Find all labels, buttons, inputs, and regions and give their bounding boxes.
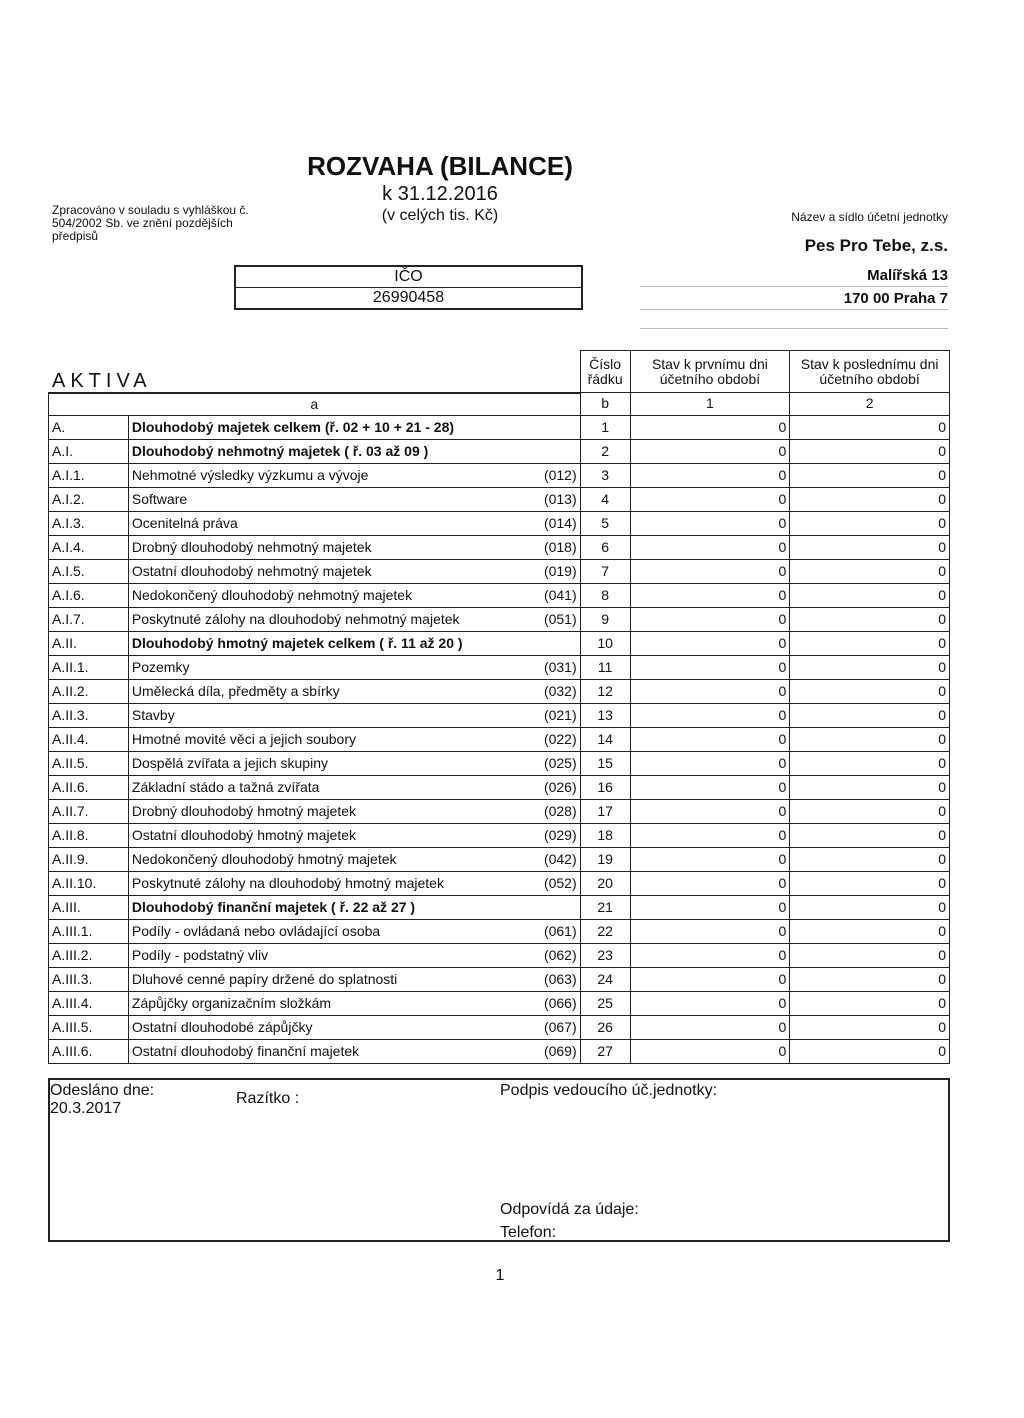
row-code: A.II.4. <box>49 727 129 751</box>
entity-blank-line <box>640 308 948 329</box>
page-title: ROZVAHA (BILANCE) <box>307 151 573 181</box>
row-first-day-value: 0 <box>630 511 790 535</box>
table-row <box>49 511 950 535</box>
row-description: Hmotné movité věci a jejich soubory <box>128 727 523 751</box>
row-number: 13 <box>580 703 630 727</box>
row-number: 3 <box>580 463 630 487</box>
sent-label: Odesláno dne: <box>50 1082 155 1099</box>
row-first-day-value: 0 <box>630 559 790 583</box>
table-row <box>49 583 950 607</box>
table-row <box>49 967 950 991</box>
row-description: Stavby <box>128 703 523 727</box>
row-code: A.III.4. <box>49 991 129 1015</box>
row-description: Pozemky <box>128 655 523 679</box>
row-description: Dlouhodobý nehmotný majetek ( ř. 03 až 09 ) <box>128 439 523 463</box>
row-last-day-value: 0 <box>790 511 950 535</box>
row-code: A.II. <box>49 631 129 655</box>
legal-note: Zpracováno v souladu s vyhláškou č. 504/2002 Sb. ve znění pozdějších předpisů <box>52 203 249 243</box>
table-row <box>49 703 950 727</box>
row-first-day-value: 0 <box>630 487 790 511</box>
row-code: A. <box>49 415 129 439</box>
row-last-day-value: 0 <box>790 727 950 751</box>
row-number: 1 <box>580 415 630 439</box>
row-number: 2 <box>580 439 630 463</box>
row-description: Poskytnuté zálohy na dlouhodobý nehmotný majetek <box>128 607 523 631</box>
row-code: A.I.2. <box>49 487 129 511</box>
row-number: 17 <box>580 799 630 823</box>
table-row <box>49 655 950 679</box>
responsible-label: Odpovídá za údaje: <box>500 1201 639 1218</box>
row-code: A.III.5. <box>49 1015 129 1039</box>
row-account: (041) <box>523 583 580 607</box>
row-first-day-value: 0 <box>630 871 790 895</box>
row-last-day-value: 0 <box>790 847 950 871</box>
table-row <box>49 535 950 559</box>
row-last-day-value: 0 <box>790 991 950 1015</box>
row-number: 23 <box>580 943 630 967</box>
table-row <box>49 847 950 871</box>
section-label: AKTIVA <box>52 370 152 392</box>
row-last-day-value: 0 <box>790 487 950 511</box>
row-first-day-value: 0 <box>630 991 790 1015</box>
table-row <box>49 943 950 967</box>
row-number: 12 <box>580 679 630 703</box>
row-code: A.II.3. <box>49 703 129 727</box>
row-last-day-value: 0 <box>790 583 950 607</box>
row-last-day-value: 0 <box>790 775 950 799</box>
row-last-day-value: 0 <box>790 943 950 967</box>
table-row <box>49 751 950 775</box>
row-last-day-value: 0 <box>790 751 950 775</box>
row-number: 20 <box>580 871 630 895</box>
row-account: (018) <box>523 535 580 559</box>
table-row <box>49 823 950 847</box>
ico-value: 26990458 <box>372 289 445 306</box>
row-first-day-value: 0 <box>630 439 790 463</box>
row-number: 27 <box>580 1039 630 1063</box>
table-row <box>49 463 950 487</box>
row-code: A.I.5. <box>49 559 129 583</box>
table-row <box>49 1039 950 1063</box>
row-account: (042) <box>523 847 580 871</box>
row-first-day-value: 0 <box>630 679 790 703</box>
row-last-day-value: 0 <box>790 1015 950 1039</box>
row-account: (069) <box>523 1039 580 1063</box>
row-number: 25 <box>580 991 630 1015</box>
row-number: 21 <box>580 895 630 919</box>
row-last-day-value: 0 <box>790 679 950 703</box>
row-last-day-value: 0 <box>790 631 950 655</box>
row-last-day-value: 0 <box>790 871 950 895</box>
row-code: A.I. <box>49 439 129 463</box>
signature-label: Podpis vedoucího úč.jednotky: <box>500 1082 718 1099</box>
row-number: 16 <box>580 775 630 799</box>
row-number: 5 <box>580 511 630 535</box>
row-code: A.I.1. <box>49 463 129 487</box>
row-code: A.I.7. <box>49 607 129 631</box>
entity-street: Malířská 13 <box>640 266 948 287</box>
page-number: 1 <box>495 1267 505 1284</box>
row-description: Dospělá zvířata a jejich skupiny <box>128 751 523 775</box>
row-description: Ocenitelná práva <box>128 511 523 535</box>
row-first-day-value: 0 <box>630 415 790 439</box>
row-number: 15 <box>580 751 630 775</box>
row-first-day-value: 0 <box>630 1039 790 1063</box>
row-account: (032) <box>523 679 580 703</box>
table-row <box>49 415 950 439</box>
row-first-day-value: 0 <box>630 463 790 487</box>
row-code: A.II.2. <box>49 679 129 703</box>
row-account: (052) <box>523 871 580 895</box>
row-number: 18 <box>580 823 630 847</box>
row-description: Drobný dlouhodobý nehmotný majetek <box>128 535 523 559</box>
row-first-day-value: 0 <box>630 703 790 727</box>
row-description: Software <box>128 487 523 511</box>
row-last-day-value: 0 <box>790 799 950 823</box>
row-number: 6 <box>580 535 630 559</box>
row-account: (021) <box>523 703 580 727</box>
table-row <box>49 895 950 919</box>
row-last-day-value: 0 <box>790 607 950 631</box>
ico-label: IČO <box>236 267 581 288</box>
row-code: A.II.1. <box>49 655 129 679</box>
row-last-day-value: 0 <box>790 919 950 943</box>
footer-box <box>48 1078 950 1242</box>
row-first-day-value: 0 <box>630 607 790 631</box>
row-last-day-value: 0 <box>790 895 950 919</box>
row-description: Zápůjčky organizačním složkám <box>128 991 523 1015</box>
row-first-day-value: 0 <box>630 823 790 847</box>
row-first-day-value: 0 <box>630 967 790 991</box>
row-first-day-value: 0 <box>630 751 790 775</box>
row-last-day-value: 0 <box>790 703 950 727</box>
row-code: A.II.8. <box>49 823 129 847</box>
entity-name: Pes Pro Tebe, z.s. <box>804 236 948 255</box>
row-account: (061) <box>523 919 580 943</box>
ico-box <box>234 265 583 310</box>
row-account: (012) <box>523 463 580 487</box>
row-description: Drobný dlouhodobý hmotný majetek <box>128 799 523 823</box>
letter-2: 2 <box>790 393 950 416</box>
row-description: Ostatní dlouhodobý hmotný majetek <box>128 823 523 847</box>
row-description: Ostatní dlouhodobý finanční majetek <box>128 1039 523 1063</box>
row-account: (013) <box>523 487 580 511</box>
row-last-day-value: 0 <box>790 439 950 463</box>
letter-1: 1 <box>630 393 790 416</box>
row-first-day-value: 0 <box>630 727 790 751</box>
row-code: A.III.6. <box>49 1039 129 1063</box>
row-number: 22 <box>580 919 630 943</box>
row-description: Nehmotné výsledky výzkumu a vývoje <box>128 463 523 487</box>
phone-label: Telefon: <box>500 1224 557 1241</box>
row-first-day-value: 0 <box>630 847 790 871</box>
table-body <box>49 415 950 1063</box>
row-description: Nedokončený dlouhodobý nehmotný majetek <box>128 583 523 607</box>
row-first-day-value: 0 <box>630 943 790 967</box>
row-account <box>523 895 580 919</box>
row-number: 26 <box>580 1015 630 1039</box>
row-number: 10 <box>580 631 630 655</box>
header-blank <box>49 351 581 393</box>
row-description: Nedokončený dlouhodobý hmotný majetek <box>128 847 523 871</box>
row-account: (026) <box>523 775 580 799</box>
row-last-day-value: 0 <box>790 415 950 439</box>
row-account: (062) <box>523 943 580 967</box>
row-first-day-value: 0 <box>630 655 790 679</box>
row-code: A.II.5. <box>49 751 129 775</box>
row-last-day-value: 0 <box>790 463 950 487</box>
row-account: (014) <box>523 511 580 535</box>
row-first-day-value: 0 <box>630 583 790 607</box>
row-number: 7 <box>580 559 630 583</box>
report-units: (v celých tis. Kč) <box>381 207 499 224</box>
row-description: Dlouhodobý hmotný majetek celkem ( ř. 11 až 20 ) <box>128 631 523 655</box>
row-code: A.II.10. <box>49 871 129 895</box>
row-last-day-value: 0 <box>790 535 950 559</box>
row-description: Podíly - ovládaná nebo ovládající osoba <box>128 919 523 943</box>
table-row <box>49 607 950 631</box>
table-row <box>49 727 950 751</box>
row-code: A.III.1. <box>49 919 129 943</box>
table-row <box>49 799 950 823</box>
row-first-day-value: 0 <box>630 775 790 799</box>
row-first-day-value: 0 <box>630 799 790 823</box>
col-row-no: Číslo řádku <box>580 351 630 393</box>
table-header-row <box>49 351 950 393</box>
row-number: 14 <box>580 727 630 751</box>
row-number: 19 <box>580 847 630 871</box>
row-code: A.III. <box>49 895 129 919</box>
row-account <box>523 631 580 655</box>
balance-table <box>48 350 950 1064</box>
row-account: (022) <box>523 727 580 751</box>
row-account: (066) <box>523 991 580 1015</box>
table-row <box>49 631 950 655</box>
row-code: A.I.6. <box>49 583 129 607</box>
row-last-day-value: 0 <box>790 967 950 991</box>
letters-row <box>49 393 950 416</box>
row-description: Dluhové cenné papíry držené do splatnosti <box>128 967 523 991</box>
col-first-day: Stav k prvnímu dni účetního období <box>630 351 790 393</box>
row-code: A.II.9. <box>49 847 129 871</box>
row-account: (051) <box>523 607 580 631</box>
row-code: A.III.3. <box>49 967 129 991</box>
row-code: A.I.4. <box>49 535 129 559</box>
table-row <box>49 919 950 943</box>
entity-caption: Název a sídlo účetní jednotky <box>791 210 948 224</box>
row-number: 8 <box>580 583 630 607</box>
row-description: Dlouhodobý majetek celkem (ř. 02 + 10 + 21 - 28) <box>128 415 523 439</box>
table-row <box>49 439 950 463</box>
row-last-day-value: 0 <box>790 823 950 847</box>
table-row <box>49 775 950 799</box>
row-code: A.II.7. <box>49 799 129 823</box>
row-description: Ostatní dlouhodobý nehmotný majetek <box>128 559 523 583</box>
row-number: 24 <box>580 967 630 991</box>
row-description: Podíly - podstatný vliv <box>128 943 523 967</box>
row-account: (019) <box>523 559 580 583</box>
row-account: (029) <box>523 823 580 847</box>
table-row <box>49 991 950 1015</box>
row-description: Umělecká díla, předměty a sbírky <box>128 679 523 703</box>
row-account: (067) <box>523 1015 580 1039</box>
table-row <box>49 487 950 511</box>
row-account: (028) <box>523 799 580 823</box>
table-row <box>49 559 950 583</box>
sent-date: 20.3.2017 <box>50 1100 122 1117</box>
row-first-day-value: 0 <box>630 895 790 919</box>
entity-city: 170 00 Praha 7 <box>640 289 948 310</box>
row-account: (031) <box>523 655 580 679</box>
row-code: A.II.6. <box>49 775 129 799</box>
row-account <box>523 415 580 439</box>
table-row <box>49 1015 950 1039</box>
letter-a: a <box>49 393 581 416</box>
row-description: Základní stádo a tažná zvířata <box>128 775 523 799</box>
row-number: 11 <box>580 655 630 679</box>
stamp-label: Razítko : <box>236 1090 300 1107</box>
row-number: 9 <box>580 607 630 631</box>
row-account <box>523 439 580 463</box>
row-last-day-value: 0 <box>790 1039 950 1063</box>
row-description: Dlouhodobý finanční majetek ( ř. 22 až 27 ) <box>128 895 523 919</box>
row-code: A.III.2. <box>49 943 129 967</box>
row-number: 4 <box>580 487 630 511</box>
row-first-day-value: 0 <box>630 1015 790 1039</box>
row-code: A.I.3. <box>49 511 129 535</box>
letter-b: b <box>580 393 630 416</box>
row-account: (063) <box>523 967 580 991</box>
row-first-day-value: 0 <box>630 631 790 655</box>
report-date: k 31.12.2016 <box>382 183 498 205</box>
row-last-day-value: 0 <box>790 559 950 583</box>
row-first-day-value: 0 <box>630 535 790 559</box>
row-last-day-value: 0 <box>790 655 950 679</box>
row-description: Poskytnuté zálohy na dlouhodobý hmotný majetek <box>128 871 523 895</box>
table-row <box>49 679 950 703</box>
col-last-day: Stav k poslednímu dni účetního období <box>790 351 950 393</box>
row-account: (025) <box>523 751 580 775</box>
row-first-day-value: 0 <box>630 919 790 943</box>
row-description: Ostatní dlouhodobé zápůjčky <box>128 1015 523 1039</box>
table-row <box>49 871 950 895</box>
